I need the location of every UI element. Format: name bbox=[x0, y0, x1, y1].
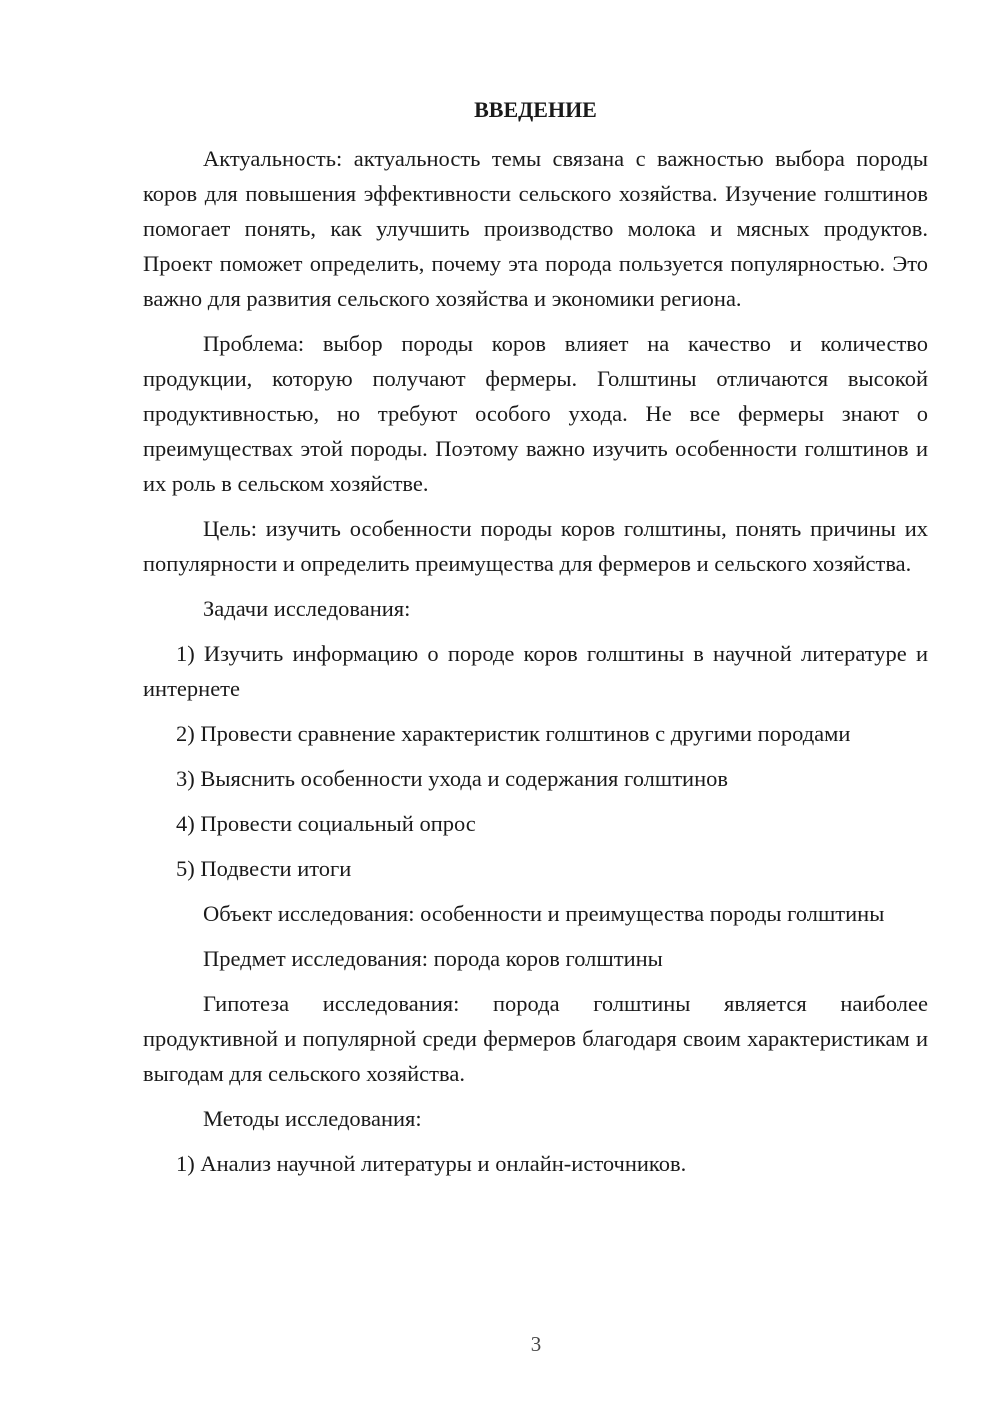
list-item: 5) Подвести итоги bbox=[176, 856, 352, 881]
list-item: 1) Анализ научной литературы и онлайн-источников. bbox=[176, 1151, 687, 1176]
paragraph-goal: Цель: изучить особенности породы коров голштины, понять причины их популярности и определить преимущества для фермеров и сельского хозяйства. bbox=[143, 516, 928, 576]
page-number: 3 bbox=[530, 1332, 542, 1356]
paragraph-actuality: Актуальность: актуальность темы связана с важностью выбора породы коров для повышения эффективности сельского хозяйства. Изучение голштинов помогает понять, как улучшить производство молока и мясных продуктов. Проект поможет определить, почему эта порода пользуется популярностью. Это важно для развития сельского хозяйства и экономики региона. bbox=[143, 146, 928, 311]
methods-heading: Методы исследования: bbox=[203, 1106, 422, 1131]
tasks-heading: Задачи исследования: bbox=[203, 596, 411, 621]
list-item: 1) Изучить информацию о породе коров голштины в научной литературе и интернете bbox=[143, 641, 928, 701]
paragraph-subject: Предмет исследования: порода коров голштины bbox=[203, 946, 663, 971]
methods-list bbox=[143, 1146, 928, 1181]
tasks-list bbox=[143, 636, 928, 886]
list-item: 4) Провести социальный опрос bbox=[176, 811, 476, 836]
paragraph-problem: Проблема: выбор породы коров влияет на качество и количество продукции, которую получают фермеры. Голштины отличаются высокой продуктивностью, но требуют особого ухода. Не все фермеры знают о преимуществах этой породы. Поэтому важно изучить особенности голштинов и их роль в сельском хозяйстве. bbox=[143, 331, 928, 496]
list-item: 2) Провести сравнение характеристик голштинов с другими породами bbox=[176, 721, 851, 746]
paragraph-hypothesis: Гипотеза исследования: порода голштины является наиболее продуктивной и популярной среди фермеров благодаря своим характеристикам и выгодам для сельского хозяйства. bbox=[143, 991, 928, 1086]
list-item: 3) Выяснить особенности ухода и содержания голштинов bbox=[176, 766, 728, 791]
paragraph-object: Объект исследования: особенности и преимущества породы голштины bbox=[203, 901, 885, 926]
page-title: ВВЕДЕНИЕ bbox=[474, 97, 597, 122]
document-page bbox=[143, 92, 928, 1191]
